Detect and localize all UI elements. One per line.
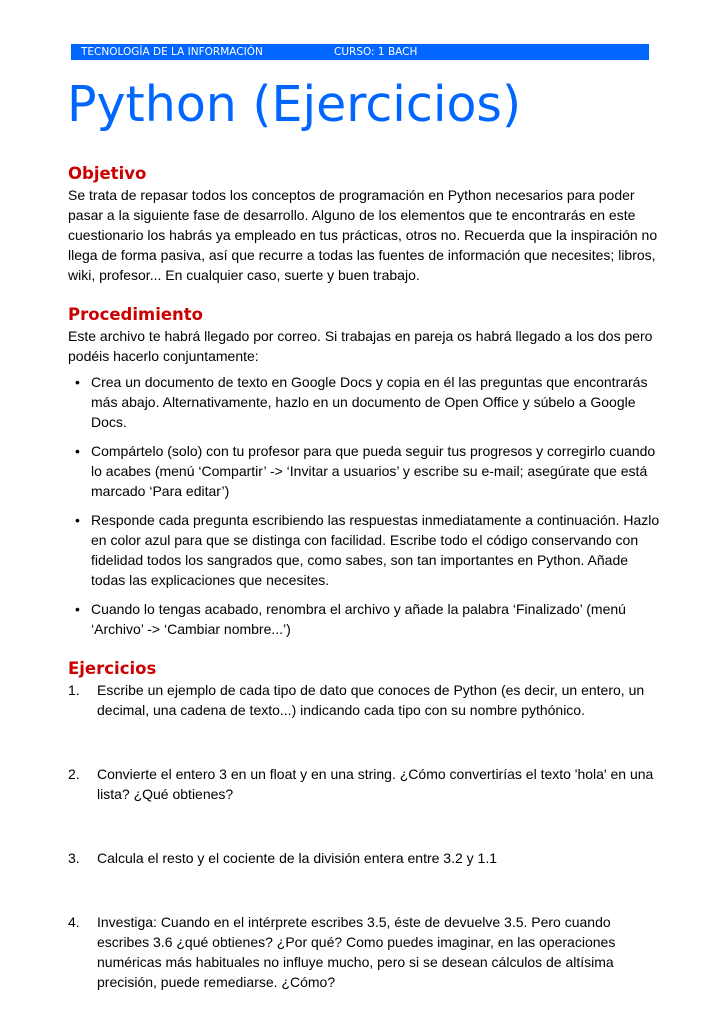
exercise-item xyxy=(68,912,663,992)
section-heading-procedimiento: Procedimiento xyxy=(68,305,204,324)
header-subject: TECNOLOGÍA DE LA INFORMACIÓN xyxy=(81,46,263,58)
exercise-number: 3. xyxy=(68,850,80,866)
objetivo-text: Se trata de repasar todos los conceptos de programación en Python necesarios para poder pasar a la siguiente fase de desarrollo. Alguno de los elementos que te encontrarás en este cuestionario los habrás ya empleado en tus prácticas, otros no. Recuerda que la inspiración no llega de forma pasiva, así que recurre a todas las fuentes de información que necesites; libros, wiki, profesor... En cualquier caso, suerte y buen trabajo. xyxy=(68,187,658,283)
exercise-text: Calcula el resto y el cociente de la división entera entre 3.2 y 1.1 xyxy=(97,850,498,866)
section-objetivo xyxy=(68,163,663,285)
section-procedimiento xyxy=(68,304,663,639)
exercise-number: 4. xyxy=(68,914,80,930)
exercise-list xyxy=(68,680,663,992)
exercise-text: Escribe un ejemplo de cada tipo de dato que conoces de Python (es decir, un entero, un decimal, una cadena de texto...) indicando cada tipo con su nombre pythónico. xyxy=(97,682,645,718)
bullet-text: Crea un documento de texto en Google Docs y copia en él las preguntas que encontrarás más abajo. Alternativamente, hazlo en un documento de Open Office y súbelo a Google Docs. xyxy=(91,374,648,430)
exercise-item xyxy=(68,764,663,804)
bullet-item xyxy=(68,510,663,590)
document-header-bar xyxy=(71,44,649,60)
document-body xyxy=(68,163,663,992)
procedimiento-text: Este archivo te habrá llegado por correo. Si trabajas en pareja os habrá llegado a los dos pero podéis hacerlo conjuntamente: xyxy=(68,328,653,364)
page-title: Python (Ejercicios) xyxy=(67,76,522,133)
bullet-dot-icon: • xyxy=(75,601,80,617)
exercise-number: 2. xyxy=(68,766,80,782)
exercise-text: Convierte el entero 3 en un float y en una string. ¿Cómo convertirías el texto 'hola' en una lista? ¿Qué obtienes? xyxy=(97,766,654,802)
bullet-dot-icon: • xyxy=(75,512,80,528)
section-heading-ejercicios: Ejercicios xyxy=(68,659,157,678)
procedimiento-bullet-list xyxy=(68,372,663,639)
bullet-text: Cuando lo tengas acabado, renombra el archivo y añade la palabra ‘Finalizado’ (menú ‘Archivo’ -> ‘Cambiar nombre...’) xyxy=(91,601,626,637)
exercise-text: Investiga: Cuando en el intérprete escribes 3.5, éste de devuelve 3.5. Pero cuando escribes 3.6 ¿qué obtienes? ¿Por qué? Como puedes imaginar, en las operaciones numéricas más habituales no influye mucho, pero si se desean cálculos de altísima precisión, puede remediarse. ¿Cómo? xyxy=(97,914,616,990)
exercise-item xyxy=(68,680,663,720)
bullet-item xyxy=(68,599,663,639)
exercise-item xyxy=(68,848,663,868)
section-ejercicios xyxy=(68,658,663,992)
bullet-dot-icon: • xyxy=(75,374,80,390)
header-course: CURSO: 1 BACH xyxy=(334,46,418,58)
bullet-dot-icon: • xyxy=(75,443,80,459)
bullet-text: Compártelo (solo) con tu profesor para que pueda seguir tus progresos y corregirlo cuando lo acabes (menú ‘Compartir’ -> ‘Invitar a usuarios’ y escribe su e-mail; asegúrate que está marcado ‘Para editar’) xyxy=(91,443,656,499)
bullet-item xyxy=(68,372,663,432)
bullet-item xyxy=(68,441,663,501)
section-heading-objetivo: Objetivo xyxy=(68,164,147,183)
bullet-text: Responde cada pregunta escribiendo las respuestas inmediatamente a continuación. Hazlo en color azul para que se distinga con facilidad. Escribe todo el código conservando con fidelidad todos los sangrados que, como sabes, son tan importantes en Python. Añade todas las explicaciones que necesites. xyxy=(91,512,660,588)
exercise-number: 1. xyxy=(68,682,80,698)
